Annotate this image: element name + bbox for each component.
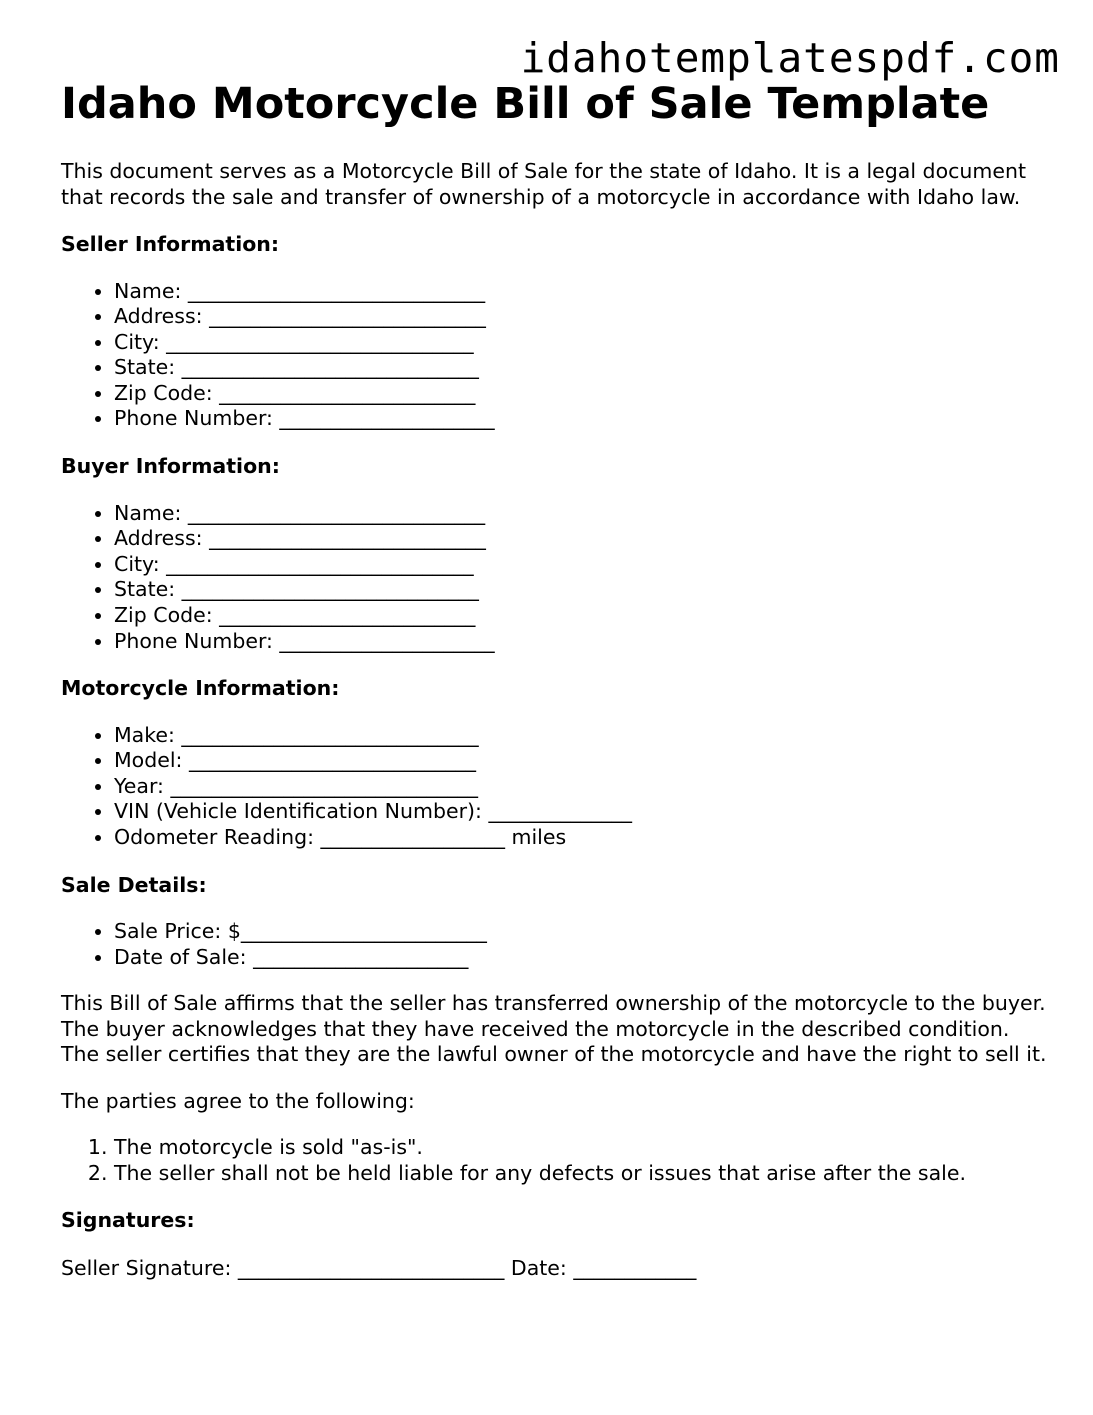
buyer-address-field: • Address: ___________________________: [114, 526, 1051, 552]
sale-date-field: • Date of Sale: _____________________: [114, 945, 1051, 971]
buyer-zip-field: • Zip Code: _________________________: [114, 603, 1051, 629]
sale-price-field: • Sale Price: $________________________: [114, 919, 1051, 945]
site-watermark: idahotemplatespdf.com: [520, 34, 1060, 82]
buyer-state-field: • State: _____________________________: [114, 577, 1051, 603]
terms-list: [61, 1135, 1051, 1186]
sale-section-heading: Sale Details:: [61, 872, 207, 897]
buyer-city-field: • City: ______________________________: [114, 552, 1051, 578]
buyer-section-heading: Buyer Information:: [61, 454, 280, 479]
motorcycle-section-heading: Motorcycle Information:: [61, 676, 340, 701]
seller-zip-field: • Zip Code: _________________________: [114, 381, 1051, 407]
term-item: 2. The seller shall not be held liable for any defects or issues that arise after the sale.: [114, 1161, 1051, 1187]
sale-fields-list: [61, 919, 1051, 970]
buyer-phone-field: • Phone Number: _____________________: [114, 629, 1051, 655]
seller-address-field: • Address: ___________________________: [114, 304, 1051, 330]
seller-section-heading: Seller Information:: [61, 232, 280, 256]
agreement-intro: The parties agree to the following:: [61, 1088, 415, 1113]
seller-fields-list: [61, 279, 1051, 433]
motorcycle-odometer-field: • Odometer Reading: __________________ miles: [114, 825, 1051, 851]
term-item: 1. The motorcycle is sold "as-is".: [114, 1135, 1051, 1161]
motorcycle-vin-field: • VIN (Vehicle Identification Number): ______________: [114, 799, 1051, 825]
buyer-fields-list: [61, 501, 1051, 655]
signatures-heading: Signatures:: [61, 1208, 195, 1233]
motorcycle-year-field: • Year: ______________________________: [114, 774, 1051, 800]
seller-name-field: • Name: _____________________________: [114, 279, 1051, 305]
motorcycle-make-field: • Make: _____________________________: [114, 723, 1051, 749]
document-title: Idaho Motorcycle Bill of Sale Template: [61, 79, 990, 129]
document-page: [61, 78, 1051, 1281]
motorcycle-fields-list: [61, 723, 1051, 851]
seller-signature-line: Seller Signature: __________________________ Date: ____________: [61, 1255, 697, 1280]
affirmation-paragraph: This Bill of Sale affirms that the seller has transferred ownership of the motorcycle to the buyer. The buyer acknowledges that they have received the motorcycle in the described condition. The seller certifies that they are the lawful owner of the motorcycle and have the right to sell it.: [61, 991, 1047, 1067]
motorcycle-model-field: • Model: ____________________________: [114, 748, 1051, 774]
intro-paragraph: This document serves as a Motorcycle Bill of Sale for the state of Idaho. It is a legal document that records the sale and transfer of ownership of a motorcycle in accordance with Idaho law.: [61, 159, 1026, 209]
seller-city-field: • City: ______________________________: [114, 330, 1051, 356]
buyer-name-field: • Name: _____________________________: [114, 501, 1051, 527]
seller-phone-field: • Phone Number: _____________________: [114, 406, 1051, 432]
seller-state-field: • State: _____________________________: [114, 355, 1051, 381]
